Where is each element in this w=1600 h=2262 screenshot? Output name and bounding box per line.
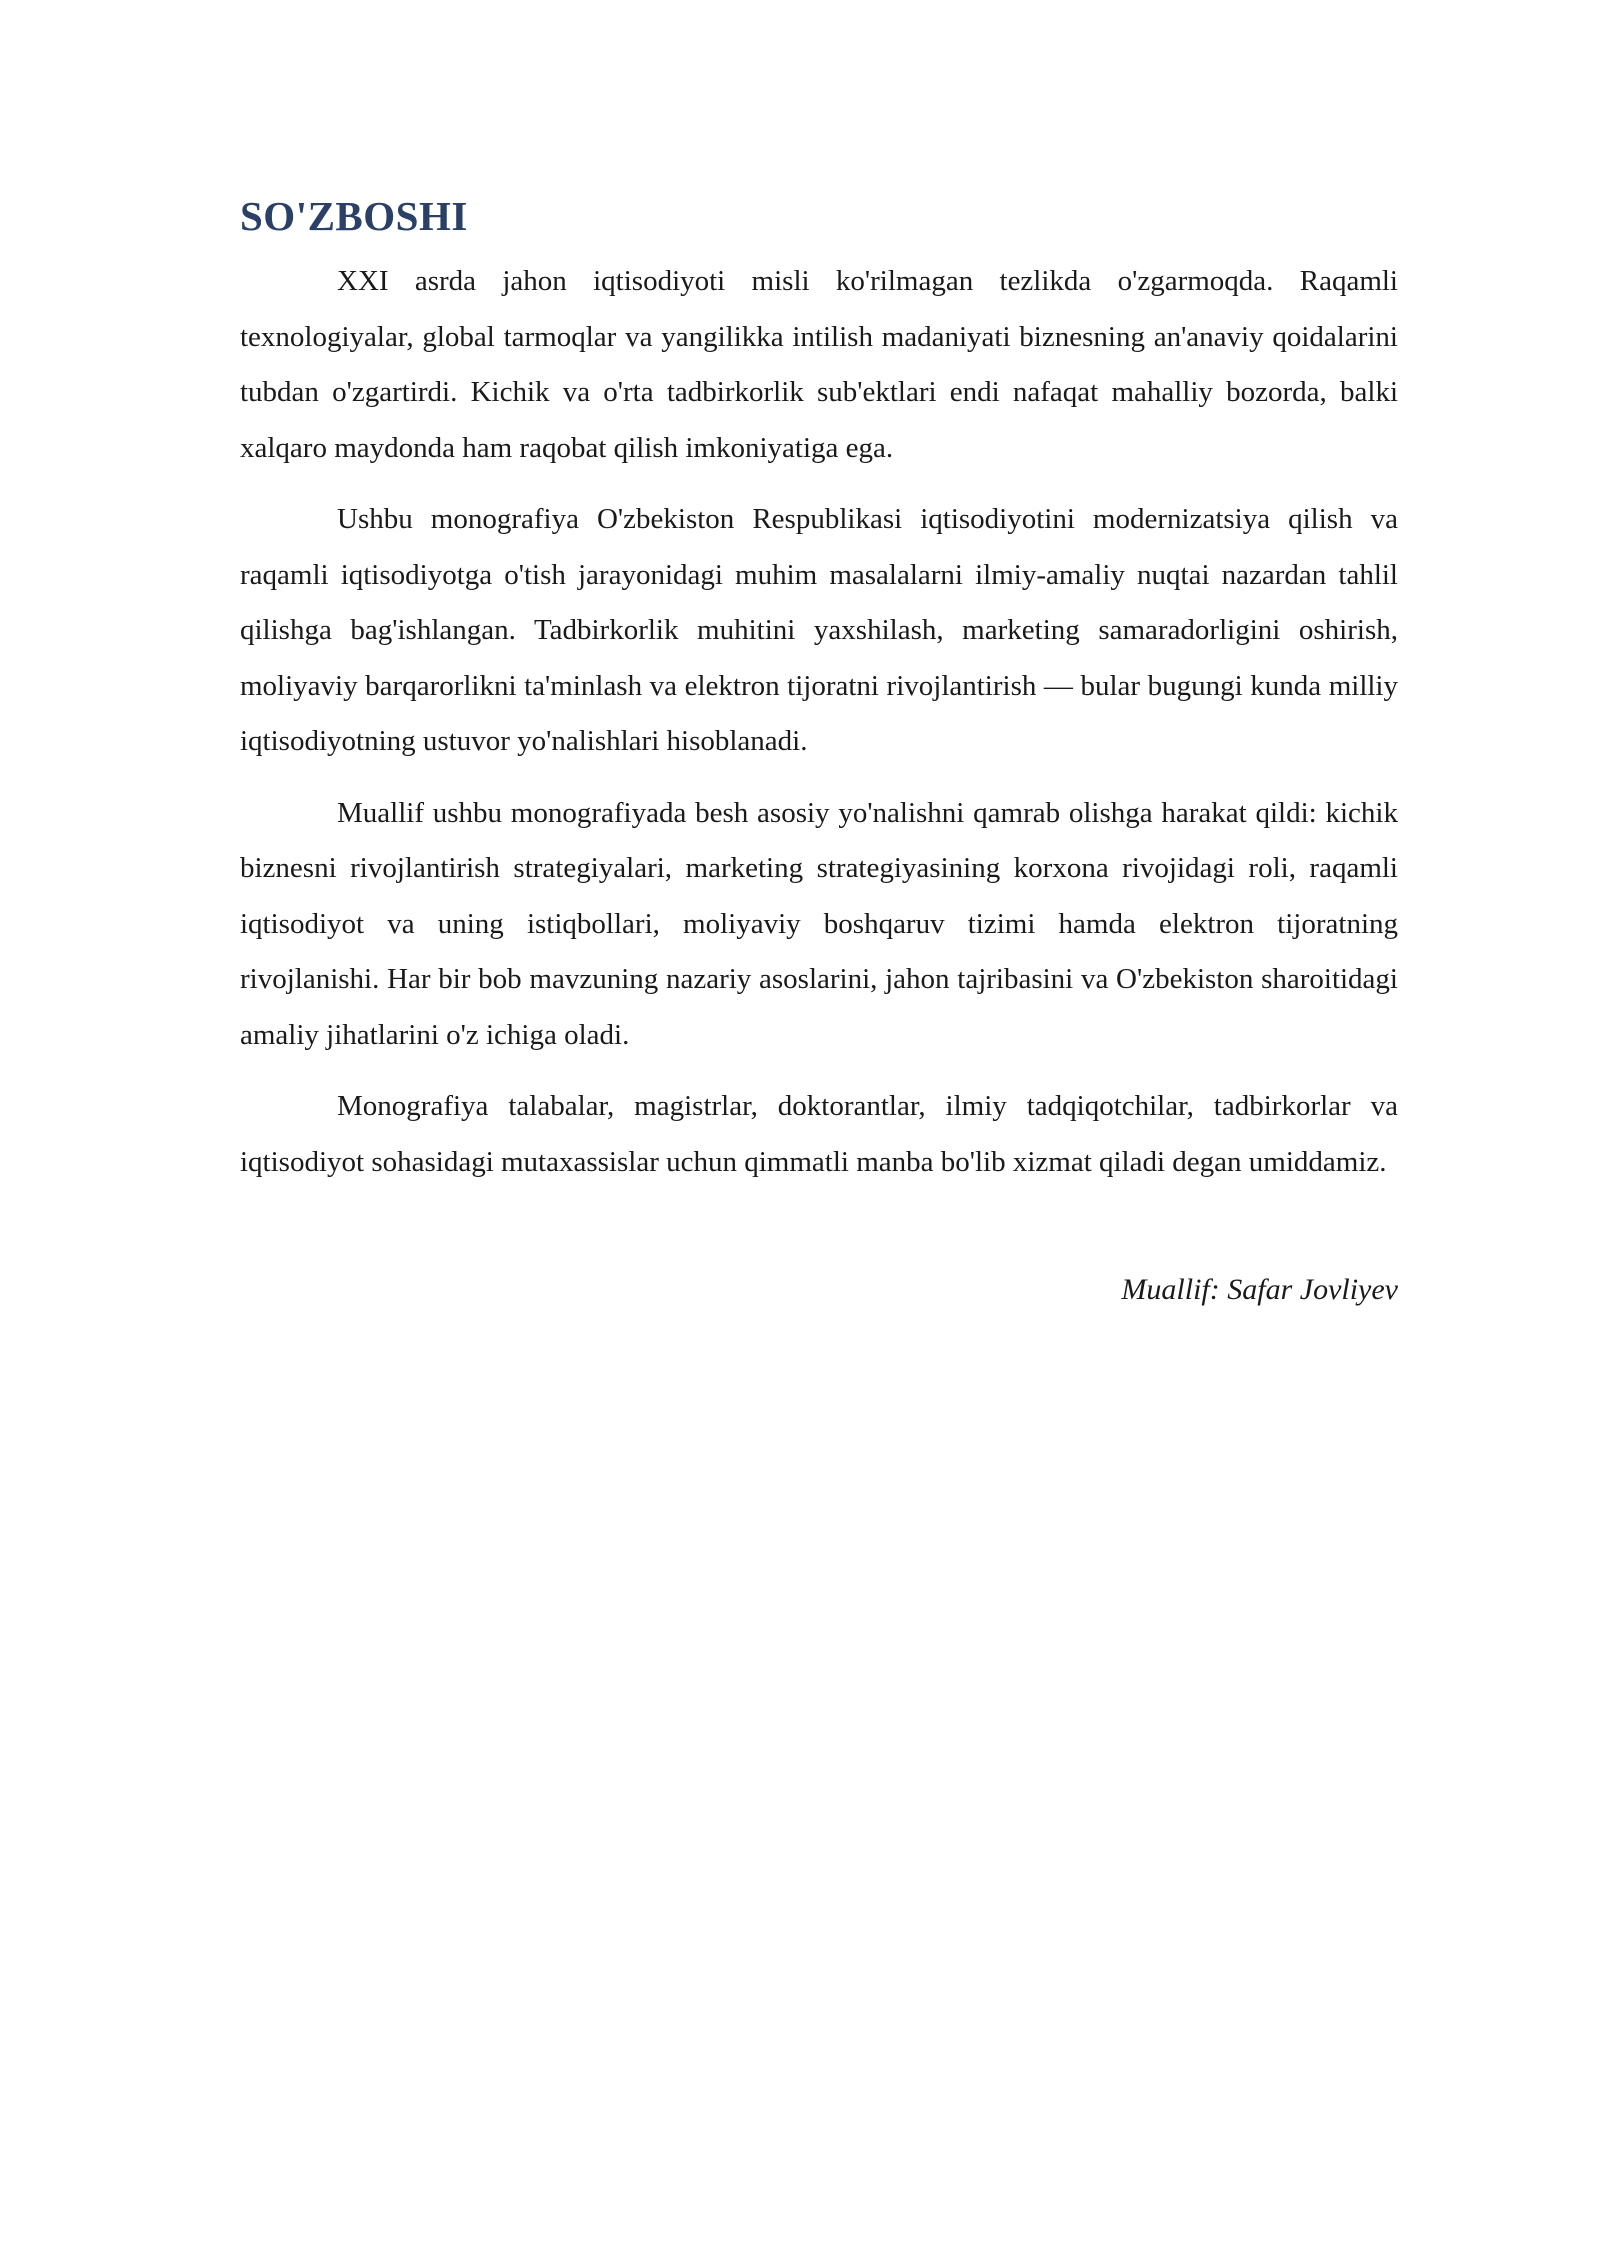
paragraph-purpose: Ushbu monografiya O'zbekiston Respublikasi iqtisodiyotini modernizatsiya qilish va raqamli iqtisodiyotga o'tish jarayonidagi muhim masalalarni ilmiy-amaliy nuqtai nazardan tahlil qilishga bag'ishlangan. Tadbirkorlik muhitini yaxshilash, marketing samaradorligini oshirish, moliyaviy barqarorlikni ta'minlash va elektron tijoratni rivojlantirish — bular bugungi kunda milliy iqtisodiyotning ustuvor yo'nalishlari hisoblanadi.: [240, 503, 1398, 757]
page-title: SO'ZBOSHI: [240, 193, 468, 239]
paragraph-scope: Muallif ushbu monografiyada besh asosiy yo'nalishni qamrab olishga harakat qildi: kichik biznesni rivojlantirish strategiyalari, marketing strategiyasining korxona rivojidagi roli, raqamli iqtisodiyot va uning istiqbollari, moliyaviy boshqaruv tizimi hamda elektron tijoratning rivojlanishi. Har bir bob mavzuning nazariy asoslarini, jahon tajribasini va O'zbekiston sharoitidagi amaliy jihatlarini o'z ichiga oladi.: [240, 796, 1398, 1051]
paragraph-intro: XXI asrda jahon iqtisodiyoti misli ko'rilmagan tezlikda o'zgarmoqda. Raqamli texnologiyalar, global tarmoqlar va yangilikka intilish madaniyati biznesning an'anaviy qoidalarini tubdan o'zgartirdi. Kichik va o'rta tadbirkorlik sub'ektlari endi nafaqat mahalliy bozorda, balki xalqaro maydonda ham raqobat qilish imkoniyatiga ega.: [240, 265, 1398, 464]
author-signature: Muallif: Safar Jovliyev: [1121, 1273, 1398, 1306]
page-content: [240, 190, 1398, 1310]
paragraph-audience: Monografiya talabalar, magistrlar, doktorantlar, ilmiy tadqiqotchilar, tadbirkorlar va iqtisodiyot sohasidagi mutaxassislar uchun qimmatli manba bo'lib xizmat qiladi degan umiddamiz.: [240, 1090, 1398, 1178]
